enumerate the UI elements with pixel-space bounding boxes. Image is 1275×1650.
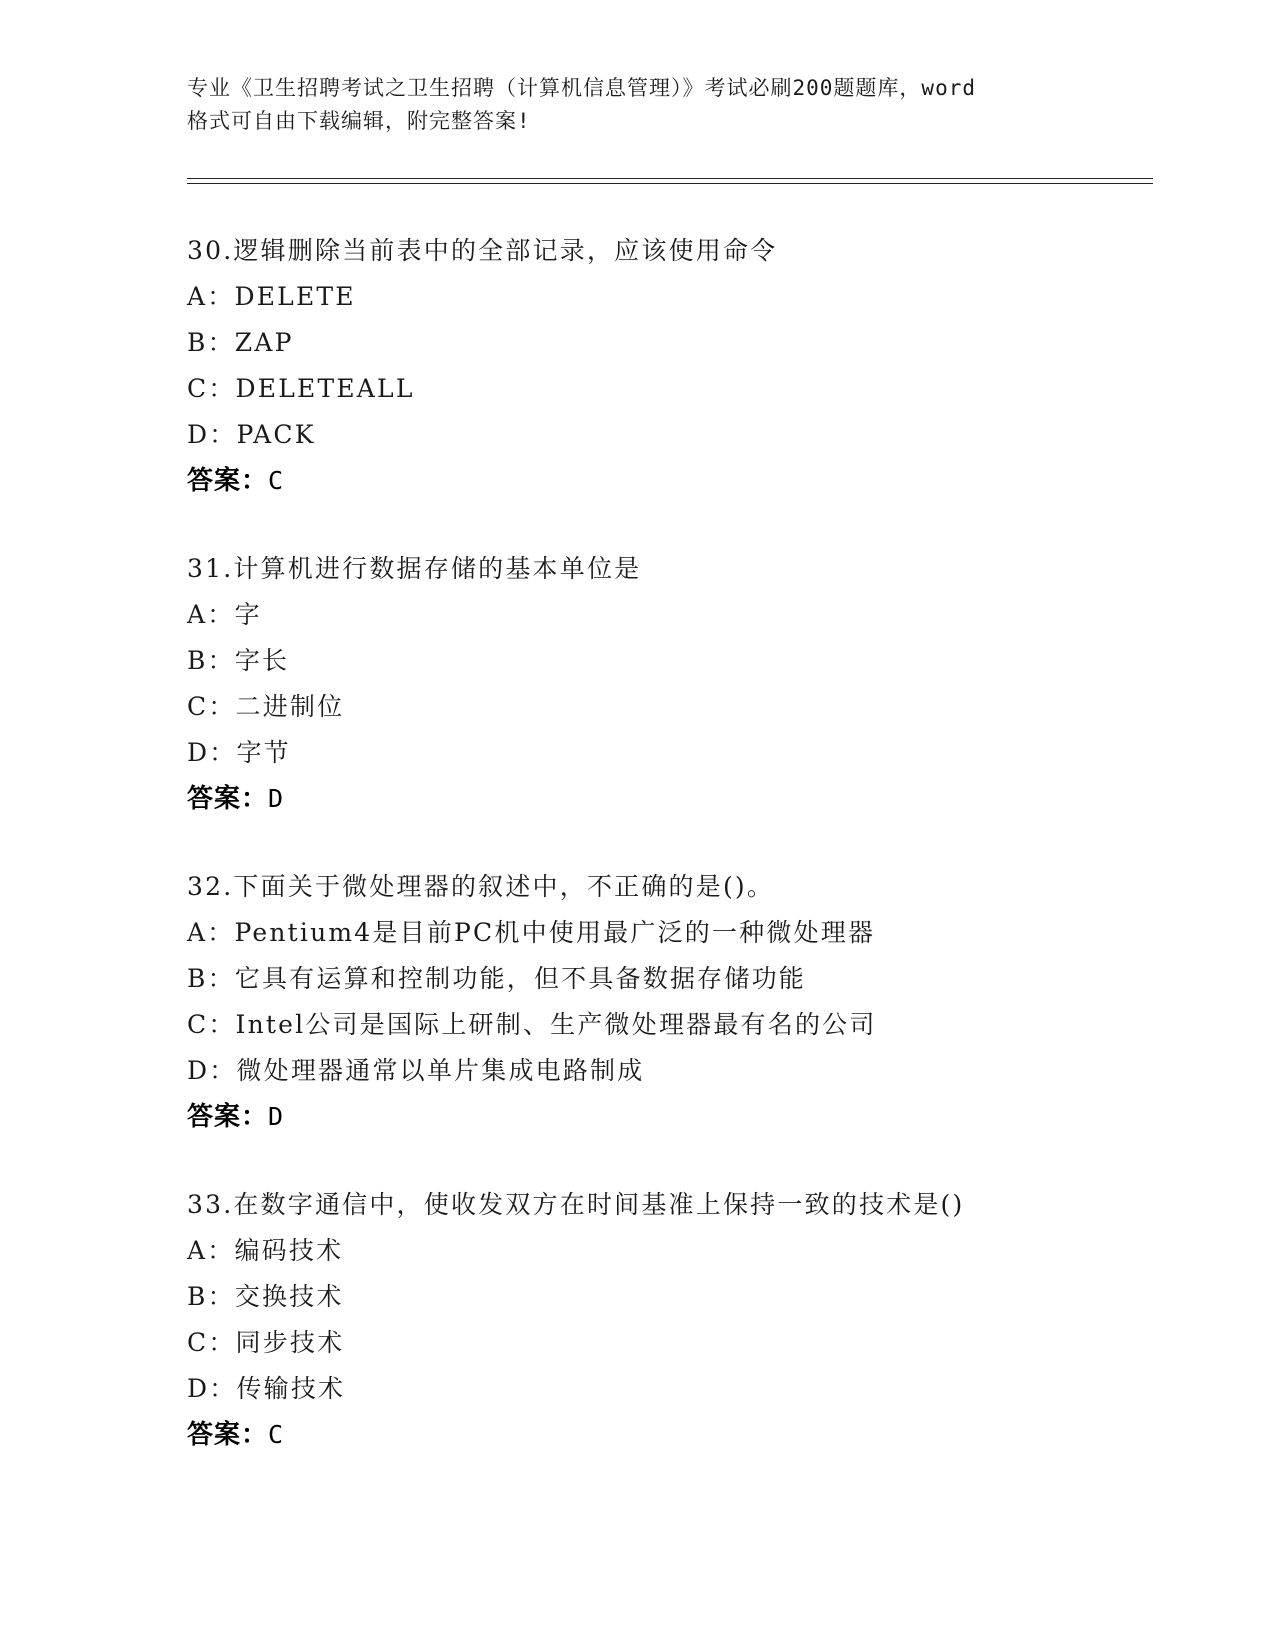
question-block — [187, 864, 1187, 1140]
answer-label: 答案： — [187, 1420, 269, 1450]
option-text: ZAP — [234, 328, 294, 357]
option-a — [187, 592, 1187, 638]
option-b — [187, 1274, 1187, 1320]
answer-line — [187, 458, 1187, 504]
option-d — [187, 730, 1187, 776]
option-d — [187, 1048, 1187, 1094]
option-b — [187, 638, 1187, 684]
option-d — [187, 412, 1187, 458]
option-b — [187, 320, 1187, 366]
option-text: 字 — [234, 600, 262, 629]
answer-value: C — [268, 1420, 285, 1449]
option-key: C： — [187, 374, 236, 403]
question-stem: 30.逻辑删除当前表中的全部记录，应该使用命令 — [187, 236, 778, 265]
option-text: 编码技术 — [234, 1236, 344, 1265]
option-a — [187, 1228, 1187, 1274]
option-text: 传输技术 — [236, 1374, 346, 1403]
option-key: D： — [187, 1374, 237, 1403]
option-text: PACK — [236, 420, 316, 449]
option-text: 字长 — [234, 646, 290, 675]
option-key: B： — [187, 328, 235, 357]
answer-value: C — [268, 466, 285, 495]
question-stem: 32.下面关于微处理器的叙述中，不正确的是()。 — [187, 872, 775, 901]
option-key: B： — [187, 964, 235, 993]
option-key: B： — [187, 1282, 235, 1311]
question-block — [187, 546, 1187, 822]
option-key: B： — [187, 646, 235, 675]
option-text: 微处理器通常以单片集成电路制成 — [236, 1056, 645, 1085]
option-c — [187, 1002, 1187, 1048]
option-text: 同步技术 — [235, 1328, 345, 1357]
answer-value: D — [268, 1102, 285, 1131]
answer-line — [187, 1412, 1187, 1458]
question-stem: 33.在数字通信中，使收发双方在时间基准上保持一致的技术是() — [187, 1190, 965, 1219]
option-key: A： — [187, 918, 235, 947]
option-key: C： — [187, 692, 236, 721]
option-text: 字节 — [236, 738, 291, 767]
document-header — [187, 72, 1087, 138]
question-block — [187, 1182, 1187, 1458]
option-text: Pentium4是目前PC机中使用最广泛的一种微处理器 — [234, 918, 876, 947]
option-text: 它具有运算和控制功能，但不具备数据存储功能 — [234, 964, 806, 993]
option-key: D： — [187, 420, 237, 449]
option-text: 二进制位 — [235, 692, 345, 721]
header-line-1: 专业《卫生招聘考试之卫生招聘（计算机信息管理）》考试必刷200题题库，word — [187, 76, 976, 100]
option-text: 交换技术 — [234, 1282, 344, 1311]
option-c — [187, 366, 1187, 412]
option-key: A： — [187, 1236, 235, 1265]
option-key: D： — [187, 738, 237, 767]
header-divider-top — [187, 178, 1153, 179]
answer-line — [187, 1094, 1187, 1140]
option-b — [187, 956, 1187, 1002]
option-c — [187, 1320, 1187, 1366]
option-key: A： — [187, 282, 235, 311]
answer-label: 答案： — [187, 466, 269, 496]
answer-value: D — [268, 784, 285, 813]
header-line-2: 格式可自由下载编辑，附完整答案! — [187, 109, 531, 133]
option-a — [187, 910, 1187, 956]
question-stem: 31.计算机进行数据存储的基本单位是 — [187, 554, 642, 583]
answer-label: 答案： — [187, 784, 269, 814]
option-text: DELETEALL — [235, 374, 415, 403]
option-key: D： — [187, 1056, 237, 1085]
option-key: A： — [187, 600, 235, 629]
option-a — [187, 274, 1187, 320]
option-text: Intel公司是国际上研制、生产微处理器最有名的公司 — [235, 1010, 877, 1039]
option-d — [187, 1366, 1187, 1412]
option-key: C： — [187, 1010, 236, 1039]
question-block — [187, 228, 1187, 504]
answer-line — [187, 776, 1187, 822]
answer-label: 答案： — [187, 1102, 269, 1132]
header-divider-bottom — [187, 183, 1153, 184]
option-text: DELETE — [234, 282, 356, 311]
option-key: C： — [187, 1328, 236, 1357]
option-c — [187, 684, 1187, 730]
